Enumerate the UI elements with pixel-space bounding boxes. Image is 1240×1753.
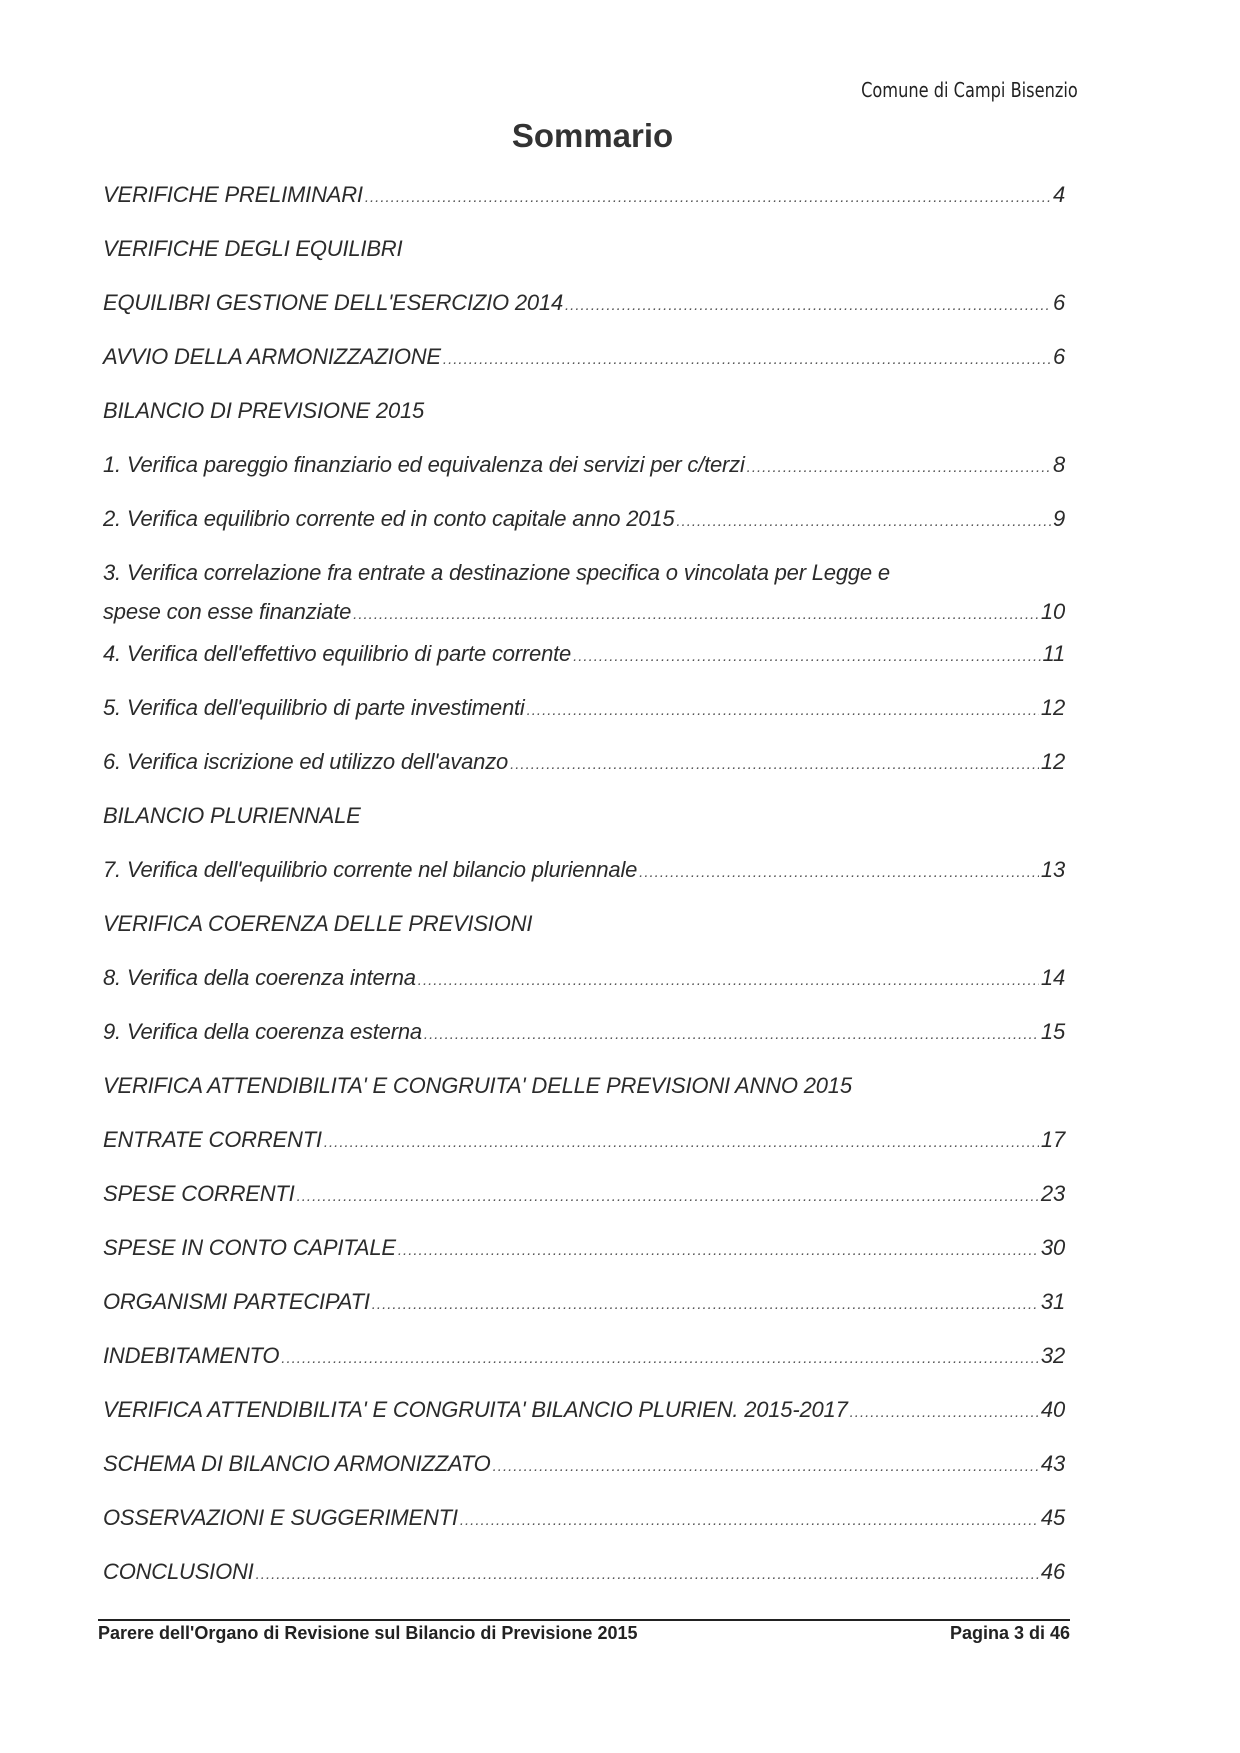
- toc-entry-page: 43: [1040, 1451, 1065, 1476]
- dot-leader: [365, 183, 1051, 213]
- toc-entry-label: EQUILIBRI GESTIONE DELL'ESERCIZIO 2014: [103, 290, 563, 315]
- toc-entry-label: 4. Verifica dell'effettivo equilibrio di parte corrente: [103, 641, 572, 666]
- dot-leader: [527, 696, 1039, 726]
- toc-entry-label: 6. Verifica iscrizione ed utilizzo dell'avanzo: [103, 749, 509, 774]
- toc-entry[interactable]: [103, 1071, 1065, 1125]
- toc-entry[interactable]: [103, 639, 1065, 693]
- toc-entry[interactable]: [103, 180, 1065, 234]
- toc-entry-page: 6: [1052, 290, 1065, 315]
- dot-leader: [850, 1398, 1039, 1428]
- toc-entry[interactable]: [103, 396, 1065, 450]
- dot-leader: [639, 858, 1039, 888]
- toc-entry[interactable]: [103, 1017, 1065, 1071]
- toc-entry[interactable]: [103, 234, 1065, 288]
- toc-entry-page: 46: [1040, 1559, 1065, 1584]
- toc-entry-label: VERIFICA COERENZA DELLE PREVISIONI: [103, 911, 533, 936]
- toc-entry-page: 32: [1040, 1343, 1065, 1368]
- toc-entry-label: OSSERVAZIONI E SUGGERIMENTI: [103, 1505, 458, 1530]
- dot-leader: [573, 642, 1040, 672]
- toc-entry-page: 12: [1040, 749, 1065, 774]
- toc-entry[interactable]: [103, 1557, 1065, 1611]
- dot-leader: [747, 453, 1051, 483]
- toc-entry-label: BILANCIO PLURIENNALE: [103, 803, 361, 828]
- toc-entry-label: INDEBITAMENTO: [103, 1343, 280, 1368]
- toc-entry-label: 2. Verifica equilibrio corrente ed in conto capitale anno 2015: [103, 506, 675, 531]
- toc-entry-page: 31: [1040, 1289, 1065, 1314]
- toc-entry-label: VERIFICA ATTENDIBILITA' E CONGRUITA' DELLE PREVISIONI ANNO 2015: [103, 1073, 852, 1098]
- toc-entry-label: VERIFICA ATTENDIBILITA' E CONGRUITA' BILANCIO PLURIEN. 2015-2017: [103, 1397, 848, 1422]
- dot-leader: [281, 1344, 1039, 1374]
- toc-entry-label: 1. Verifica pareggio finanziario ed equivalenza dei servizi per c/terzi: [103, 452, 745, 477]
- toc-entry-label: 8. Verifica della coerenza interna: [103, 965, 416, 990]
- toc-entry-label: 3. Verifica correlazione fra entrate a destinazione specifica o vincolata per Legge e: [103, 560, 890, 585]
- toc-entry-page: 15: [1040, 1019, 1065, 1044]
- toc-entry-label: BILANCIO DI PREVISIONE 2015: [103, 398, 425, 423]
- toc-entry[interactable]: [103, 1341, 1065, 1395]
- toc-entry-page: 40: [1040, 1397, 1065, 1422]
- toc-entry[interactable]: [103, 1395, 1065, 1449]
- toc-entry[interactable]: [103, 1503, 1065, 1557]
- dot-leader: [398, 1236, 1039, 1266]
- toc-entry-page: 14: [1040, 965, 1065, 990]
- toc-entry-label: CONCLUSIONI: [103, 1559, 254, 1584]
- toc-entry-page: 45: [1040, 1505, 1065, 1530]
- toc-entry-label: AVVIO DELLA ARMONIZZAZIONE: [103, 344, 441, 369]
- dot-leader: [372, 1290, 1039, 1320]
- dot-leader: [418, 966, 1039, 996]
- dot-leader: [324, 1128, 1039, 1158]
- footer-page-number: Pagina 3 di 46: [949, 1623, 1070, 1643]
- toc-entry[interactable]: [103, 1449, 1065, 1503]
- toc-entry-label: ORGANISMI PARTECIPATI: [103, 1289, 370, 1314]
- toc-entry-page: 30: [1040, 1235, 1065, 1260]
- toc-entry[interactable]: [103, 909, 1065, 963]
- dot-leader: [676, 507, 1051, 537]
- page-header: Comune di Campi Bisenzio: [861, 78, 1078, 102]
- toc-entry-label: ENTRATE CORRENTI: [103, 1127, 322, 1152]
- toc-entry[interactable]: [103, 1233, 1065, 1287]
- toc-entry[interactable]: [103, 288, 1065, 342]
- toc-entry-label: SPESE CORRENTI: [103, 1181, 295, 1206]
- toc-entry-page: 17: [1040, 1127, 1065, 1152]
- toc-entry-label: 9. Verifica della coerenza esterna: [103, 1019, 422, 1044]
- toc-entry-label: VERIFICHE PRELIMINARI: [103, 182, 363, 207]
- toc-entry-page: 13: [1040, 857, 1065, 882]
- toc-entry[interactable]: [103, 342, 1065, 396]
- toc-entry[interactable]: [103, 855, 1065, 909]
- toc-entry-label: VERIFICHE DEGLI EQUILIBRI: [103, 236, 403, 261]
- page-footer: [98, 1623, 1070, 1644]
- dot-leader: [510, 750, 1039, 780]
- toc-entry-label-continued: spese con esse finanziate: [103, 599, 352, 624]
- toc-entry[interactable]: [103, 504, 1065, 558]
- toc-entry-label: 5. Verifica dell'equilibrio di parte investimenti: [103, 695, 525, 720]
- toc-entry[interactable]: [103, 450, 1065, 504]
- toc-entry-page: 11: [1042, 641, 1065, 666]
- toc-entry-page: 9: [1052, 506, 1065, 531]
- toc-entry-page: 8: [1052, 452, 1065, 477]
- dot-leader: [297, 1182, 1039, 1212]
- toc-entry-label: 7. Verifica dell'equilibrio corrente nel bilancio pluriennale: [103, 857, 638, 882]
- toc-entry[interactable]: [103, 801, 1065, 855]
- toc-entry-page: 6: [1052, 344, 1065, 369]
- dot-leader: [256, 1560, 1039, 1590]
- footer-divider: [98, 1619, 1070, 1621]
- footer-document-title: Parere dell'Organo di Revisione sul Bilancio di Previsione 2015: [98, 1623, 638, 1643]
- toc-entry-page: 4: [1052, 182, 1065, 207]
- dot-leader: [493, 1452, 1039, 1482]
- toc-entry[interactable]: [103, 1125, 1065, 1179]
- toc-entry-label: SCHEMA DI BILANCIO ARMONIZZATO: [103, 1451, 491, 1476]
- toc-entry[interactable]: [103, 1287, 1065, 1341]
- toc-entry[interactable]: [103, 1179, 1065, 1233]
- dot-leader: [424, 1020, 1039, 1050]
- page-title: Sommario: [511, 117, 674, 154]
- toc-entry[interactable]: [103, 693, 1065, 747]
- toc-entry[interactable]: [103, 747, 1065, 801]
- dot-leader: [353, 600, 1039, 630]
- toc-entry-page: 10: [1040, 599, 1065, 624]
- toc-entry-label: SPESE IN CONTO CAPITALE: [103, 1235, 396, 1260]
- dot-leader: [460, 1506, 1039, 1536]
- dot-leader: [443, 345, 1051, 375]
- toc-entry[interactable]: [103, 963, 1065, 1017]
- table-of-contents: [103, 180, 1065, 1611]
- dot-leader: [565, 291, 1051, 321]
- toc-entry[interactable]: [103, 558, 1065, 639]
- toc-entry-page: 23: [1040, 1181, 1065, 1206]
- toc-entry-page: 12: [1040, 695, 1065, 720]
